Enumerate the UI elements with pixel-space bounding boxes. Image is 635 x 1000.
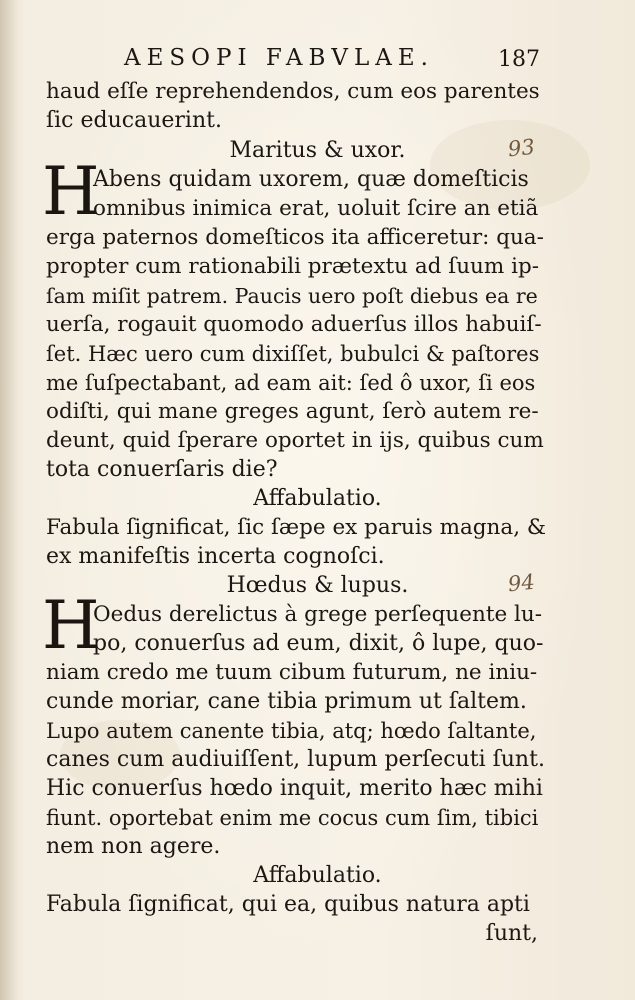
fable-title: Hœdus & lupus. [226, 573, 409, 598]
text-line: fiunt. oportebat enim me cocus cum ſim, tibici [46, 806, 539, 830]
text-line: Lupo autem canente tibia, atq; hœdo ſaltante, [46, 719, 537, 743]
text-line: nem non agere. [46, 834, 221, 859]
fable-title: Maritus & uxor. [229, 138, 406, 163]
text-line: Fabula ſignificat, ſic ſæpe ex paruis magna, & [46, 515, 547, 540]
text-line: Fabula ſignificat, qui ea, quibus natura apti [46, 892, 530, 917]
text-line: niam credo me tuum cibum futurum, ne iniu- [46, 660, 538, 685]
text-line: uerſa, rogauit quomodo aduerſus illos habuiſ- [46, 312, 542, 337]
text-line: me ſuſpectabant, ad eam ait: ſed ô uxor, ſi eos [46, 371, 536, 395]
running-title: AESOPI FABVLAE. [124, 45, 434, 71]
text-line: cunde moriar, cane tibia primum ut ſaltem. [46, 689, 527, 714]
text-line: tota conuerſaris die? [46, 457, 278, 482]
moral-heading: Affabulatio. [253, 486, 382, 511]
text-line: Oedus derelictus à grege perſequente lu- [93, 602, 543, 627]
page-number: 187 [498, 47, 540, 72]
text-line: Hic conuerſus hœdo inquit, merito hæc mihi [46, 776, 543, 801]
text-line: propter cum rationabili prætextu ad ſuum ip- [46, 254, 540, 279]
text-line: haud eſſe reprehendendos, cum eos parentes [46, 79, 540, 104]
text-line: omnibus inimica erat, uoluit ſcire an etiã [93, 196, 539, 221]
text-line: Abens quidam uxorem, quæ domeſticis [93, 167, 529, 192]
text-line: ſic educauerint. [46, 108, 222, 133]
text-line: ex manifeſtis incerta cognoſci. [46, 544, 385, 569]
handwritten-annotation: 94 [506, 569, 536, 597]
text-line: ſet. Hæc uero cum dixiſſet, bubulci & paſtores [46, 342, 540, 366]
text-line: deunt, quid ſperare oportet in ijs, quibus cum [46, 428, 544, 453]
catchword: ſunt, [485, 921, 538, 946]
text-line: po, conuerſus ad eum, dixit, ô lupe, quo- [93, 631, 544, 656]
text-line: ſam miſit patrem. Paucis uero poſt diebus ea re [46, 284, 538, 308]
text-line: canes cum audiuiſſent, lupum perſecuti ſunt. [46, 747, 545, 772]
moral-heading: Affabulatio. [253, 863, 382, 888]
drop-cap: H [42, 153, 100, 230]
text-line: erga paternos domeſticos ita afficeretur: qua- [46, 225, 544, 250]
handwritten-annotation: 93 [506, 134, 536, 162]
text-line: odiſti, qui mane greges agunt, ſerò autem re- [46, 399, 539, 424]
drop-cap: H [42, 587, 100, 664]
